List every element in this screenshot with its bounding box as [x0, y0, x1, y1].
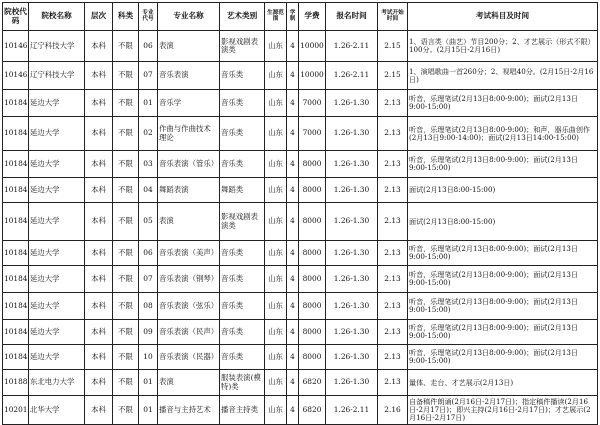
cell-exam-subjects: 听音，乐理笔试(2月13日8:00-9:00)；面试(2月13日9:00-15:00): [408, 293, 598, 320]
cell-level: 本科: [85, 117, 113, 151]
table-row: [3, 241, 598, 266]
header-tuition: 学费: [299, 3, 326, 31]
cell-reg-time: 1.26-1.30: [326, 178, 378, 203]
cell-art-category: 音乐类: [220, 241, 265, 266]
cell-level: 本科: [85, 266, 113, 293]
cell-code: 10184: [3, 117, 29, 151]
cell-exam-subjects: 听音，乐理笔试(2月13日8:00-9:00)；面试(2月13日9:00-15:00): [408, 241, 598, 266]
cell-exam-start: 2.13: [378, 90, 408, 117]
cell-tuition: 8000: [299, 241, 326, 266]
cell-school: 延边大学: [29, 345, 85, 370]
cell-region: 山东: [265, 90, 287, 117]
cell-exam-subjects: 听音，乐理笔试(2月13日8:00-9:00)；和声，器乐曲创作(2月13日9:00-14:00)；面试(2月13日14:00-15:00): [408, 117, 598, 151]
cell-major-code: 01: [139, 396, 158, 425]
cell-major: 音乐表演: [158, 62, 220, 90]
cell-tuition: 8000: [299, 151, 326, 178]
cell-duration: 4: [287, 151, 299, 178]
cell-exam-subjects: 听音，乐理笔试(2月13日8:00-9:00)；面试(2月13日9:00-15:00): [408, 320, 598, 345]
header-level: 层次: [85, 3, 113, 31]
cell-reg-time: 1.26-2.11: [326, 62, 378, 90]
cell-level: 本科: [85, 293, 113, 320]
cell-major-code: 07: [139, 266, 158, 293]
cell-major: 播音与主持艺术: [158, 396, 220, 425]
table-row: [3, 151, 598, 178]
cell-duration: 4: [287, 266, 299, 293]
cell-reg-time: 1.26-1.30: [326, 117, 378, 151]
table-row: [3, 178, 598, 203]
cell-subject: 不限: [113, 293, 139, 320]
cell-reg-time: 1.26-1.30: [326, 203, 378, 241]
cell-major-code: 05: [139, 203, 158, 241]
cell-major-code: 10: [139, 345, 158, 370]
cell-reg-time: 1.26-1.30: [326, 320, 378, 345]
cell-level: 本科: [85, 62, 113, 90]
cell-art-category: 音乐类: [220, 293, 265, 320]
cell-tuition: 7000: [299, 90, 326, 117]
cell-art-category: 播音主持类: [220, 396, 265, 425]
table-row: [3, 203, 598, 241]
cell-code: 10184: [3, 178, 29, 203]
cell-code: 10184: [3, 203, 29, 241]
cell-code: 10184: [3, 320, 29, 345]
cell-major: 表演: [158, 370, 220, 396]
cell-region: 山东: [265, 151, 287, 178]
cell-level: 本科: [85, 345, 113, 370]
cell-exam-subjects: 听音，乐理笔试(2月13日8:00-9:00)；面试(2月13日9:00-15:00): [408, 345, 598, 370]
cell-code: 10184: [3, 90, 29, 117]
cell-region: 山东: [265, 293, 287, 320]
table-row: [3, 117, 598, 151]
cell-school: 延边大学: [29, 178, 85, 203]
header-region: 生源范围: [265, 3, 287, 31]
cell-code: 10184: [3, 241, 29, 266]
table-row: [3, 31, 598, 62]
cell-code: 10184: [3, 151, 29, 178]
header-reg-time: 报名时间: [326, 3, 378, 31]
cell-level: 本科: [85, 151, 113, 178]
cell-major-code: 01: [139, 370, 158, 396]
cell-art-category: 音乐类: [220, 266, 265, 293]
cell-exam-start: 2.13: [378, 293, 408, 320]
cell-duration: 4: [287, 241, 299, 266]
cell-art-category: 影视戏剧表演类: [220, 31, 265, 62]
cell-major-code: 08: [139, 293, 158, 320]
cell-reg-time: 1.26-1.30: [326, 90, 378, 117]
table-row: [3, 62, 598, 90]
cell-reg-time: 1.26-2.11: [326, 396, 378, 425]
cell-school: 延边大学: [29, 90, 85, 117]
cell-school: 辽宁科技大学: [29, 62, 85, 90]
cell-exam-start: 2.13: [378, 241, 408, 266]
cell-subject: 不限: [113, 241, 139, 266]
header-row: [3, 3, 598, 31]
header-subject: 科类: [113, 3, 139, 31]
cell-exam-subjects: 听音，乐理笔试(2月13日8:00-9:00)；面试(2月13日9:00-15:00): [408, 266, 598, 293]
cell-region: 山东: [265, 178, 287, 203]
cell-school: 辽宁科技大学: [29, 31, 85, 62]
cell-tuition: 8000: [299, 203, 326, 241]
cell-subject: 不限: [113, 117, 139, 151]
cell-subject: 不限: [113, 370, 139, 396]
header-school: 院校名称: [29, 3, 85, 31]
cell-exam-start: 2.16: [378, 396, 408, 425]
cell-major: 舞蹈表演: [158, 178, 220, 203]
cell-code: 10146: [3, 62, 29, 90]
cell-major-code: 06: [139, 241, 158, 266]
cell-subject: 不限: [113, 90, 139, 117]
cell-tuition: 8000: [299, 345, 326, 370]
cell-region: 山东: [265, 345, 287, 370]
header-code: 院校代码: [3, 3, 29, 31]
cell-major: 音乐表演（管乐）: [158, 151, 220, 178]
cell-art-category: 音乐类: [220, 117, 265, 151]
header-art-category: 艺术类别: [220, 3, 265, 31]
cell-level: 本科: [85, 370, 113, 396]
cell-major-code: 03: [139, 151, 158, 178]
cell-region: 山东: [265, 396, 287, 425]
cell-exam-subjects: 听音，乐理笔试(2月13日8:00-9:00)；面试(2月13日9:00-15:00): [408, 90, 598, 117]
cell-duration: 4: [287, 31, 299, 62]
cell-exam-start: 2.13: [378, 370, 408, 396]
cell-duration: 4: [287, 90, 299, 117]
cell-region: 山东: [265, 320, 287, 345]
cell-exam-start: 2.13: [378, 266, 408, 293]
cell-major: 作曲与作曲技术理论: [158, 117, 220, 151]
cell-region: 山东: [265, 117, 287, 151]
cell-exam-start: 2.13: [378, 151, 408, 178]
cell-duration: 4: [287, 203, 299, 241]
cell-school: 延边大学: [29, 320, 85, 345]
cell-major: 音乐学: [158, 90, 220, 117]
cell-exam-subjects: 面试(2月13日8:00-15:00): [408, 178, 598, 203]
cell-duration: 4: [287, 293, 299, 320]
cell-code: 10201: [3, 396, 29, 425]
cell-major: 音乐表演（民声）: [158, 320, 220, 345]
cell-major: 音乐表演（民器）: [158, 345, 220, 370]
cell-level: 本科: [85, 90, 113, 117]
cell-major-code: 07: [139, 62, 158, 90]
cell-level: 本科: [85, 396, 113, 425]
cell-art-category: 服装表演(模特)类: [220, 370, 265, 396]
cell-tuition: 6820: [299, 396, 326, 425]
cell-code: 10184: [3, 293, 29, 320]
table-body: [3, 31, 598, 425]
cell-tuition: 7000: [299, 117, 326, 151]
cell-duration: 4: [287, 370, 299, 396]
cell-art-category: 音乐类: [220, 345, 265, 370]
cell-art-category: 音乐类: [220, 151, 265, 178]
cell-major: 表演: [158, 203, 220, 241]
cell-region: 山东: [265, 241, 287, 266]
cell-subject: 不限: [113, 266, 139, 293]
header-major-code: 专业代号: [139, 3, 158, 31]
cell-major-code: 09: [139, 320, 158, 345]
cell-duration: 4: [287, 117, 299, 151]
table-row: [3, 345, 598, 370]
cell-level: 本科: [85, 31, 113, 62]
cell-art-category: 影视戏剧表演类: [220, 203, 265, 241]
cell-reg-time: 1.26-1.30: [326, 241, 378, 266]
cell-school: 延边大学: [29, 293, 85, 320]
cell-reg-time: 1.26-1.30: [326, 345, 378, 370]
cell-exam-start: 2.13: [378, 178, 408, 203]
cell-exam-subjects: 自备稿件朗诵(2月16日-2月17日)；指定稿件播读(2月16日-2月17日)；即兴主持(2月16日-2月17日)；才艺展示(2月16日-2月17日): [408, 396, 598, 425]
cell-reg-time: 1.26-1.30: [326, 370, 378, 396]
cell-art-category: 音乐类: [220, 320, 265, 345]
cell-art-category: 舞蹈类: [220, 178, 265, 203]
cell-region: 山东: [265, 266, 287, 293]
cell-art-category: 音乐类: [220, 90, 265, 117]
cell-reg-time: 1.26-1.30: [326, 151, 378, 178]
cell-code: 10184: [3, 266, 29, 293]
cell-level: 本科: [85, 203, 113, 241]
table-row: [3, 90, 598, 117]
header-exam-subjects: 考试科目及时间: [408, 3, 598, 31]
cell-school: 延边大学: [29, 241, 85, 266]
cell-tuition: 8000: [299, 293, 326, 320]
cell-exam-subjects: 听音，乐理笔试(2月13日8:00-9:00)；面试(2月13日9:00-15:00): [408, 151, 598, 178]
cell-exam-subjects: 1、演唱歌曲一首260分；2、视唱40分。(2月15日-2月16日): [408, 62, 598, 90]
cell-subject: 不限: [113, 151, 139, 178]
cell-major: 音乐表演（美声）: [158, 241, 220, 266]
cell-tuition: 10000: [299, 31, 326, 62]
cell-reg-time: 1.26-1.30: [326, 266, 378, 293]
table-row: [3, 266, 598, 293]
cell-duration: 4: [287, 396, 299, 425]
table-row: [3, 320, 598, 345]
cell-region: 山东: [265, 203, 287, 241]
cell-tuition: 8000: [299, 266, 326, 293]
cell-tuition: 8000: [299, 320, 326, 345]
cell-art-category: 音乐类: [220, 62, 265, 90]
cell-school: 北华大学: [29, 396, 85, 425]
cell-subject: 不限: [113, 62, 139, 90]
cell-code: 10184: [3, 345, 29, 370]
cell-exam-subjects: 面试(2月13日8:00-15:00): [408, 203, 598, 241]
cell-subject: 不限: [113, 345, 139, 370]
cell-school: 延边大学: [29, 266, 85, 293]
cell-exam-start: 2.13: [378, 345, 408, 370]
cell-region: 山东: [265, 62, 287, 90]
cell-exam-start: 2.15: [378, 31, 408, 62]
cell-region: 山东: [265, 31, 287, 62]
cell-major-code: 06: [139, 31, 158, 62]
cell-major-code: 01: [139, 90, 158, 117]
cell-subject: 不限: [113, 203, 139, 241]
cell-exam-start: 2.13: [378, 320, 408, 345]
table-row: [3, 396, 598, 425]
table-row: [3, 293, 598, 320]
cell-major: 表演: [158, 31, 220, 62]
cell-exam-start: 2.13: [378, 117, 408, 151]
cell-duration: 4: [287, 62, 299, 90]
cell-major-code: 04: [139, 178, 158, 203]
cell-tuition: 6820: [299, 370, 326, 396]
cell-duration: 4: [287, 178, 299, 203]
cell-level: 本科: [85, 178, 113, 203]
cell-tuition: 10000: [299, 62, 326, 90]
cell-duration: 4: [287, 345, 299, 370]
cell-exam-subjects: 量体、走台、才艺展示(2月13日): [408, 370, 598, 396]
cell-school: 延边大学: [29, 117, 85, 151]
cell-major-code: 02: [139, 117, 158, 151]
cell-subject: 不限: [113, 31, 139, 62]
cell-school: 延边大学: [29, 203, 85, 241]
cell-exam-subjects: 1、语言类（曲艺）节目200分；2、才艺展示（形式不限）100分。(2月15日-2月16日): [408, 31, 598, 62]
table-row: [3, 370, 598, 396]
cell-region: 山东: [265, 370, 287, 396]
cell-major: 音乐表演（弦乐）: [158, 293, 220, 320]
cell-duration: 4: [287, 320, 299, 345]
cell-reg-time: 1.26-2.11: [326, 31, 378, 62]
header-exam-start: 考试开始时间: [378, 3, 408, 31]
admissions-table: [2, 2, 598, 425]
cell-level: 本科: [85, 320, 113, 345]
cell-reg-time: 1.26-1.30: [326, 293, 378, 320]
cell-subject: 不限: [113, 178, 139, 203]
header-major: 专业名称: [158, 3, 220, 31]
cell-subject: 不限: [113, 320, 139, 345]
cell-major: 音乐表演（钢琴）: [158, 266, 220, 293]
cell-exam-start: 2.13: [378, 203, 408, 241]
cell-subject: 不限: [113, 396, 139, 425]
cell-tuition: 8000: [299, 178, 326, 203]
cell-level: 本科: [85, 241, 113, 266]
cell-exam-start: 2.15: [378, 62, 408, 90]
cell-school: 延边大学: [29, 151, 85, 178]
cell-school: 东北电力大学: [29, 370, 85, 396]
cell-code: 10146: [3, 31, 29, 62]
header-duration: 学制: [287, 3, 299, 31]
cell-code: 10188: [3, 370, 29, 396]
